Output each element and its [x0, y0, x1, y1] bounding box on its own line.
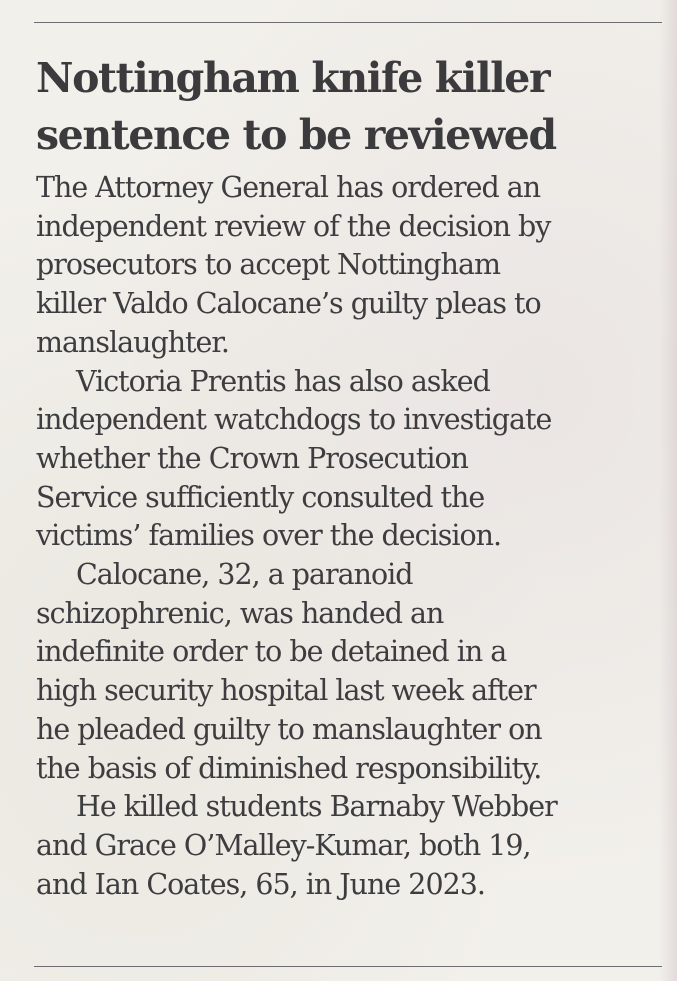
- body-line: He killed students Barnaby Webber: [76, 790, 557, 824]
- body-line: indefinite order to be detained in a: [36, 635, 507, 669]
- article: [36, 50, 664, 904]
- paragraph-4: [36, 788, 664, 904]
- body-line: the basis of diminished responsibility.: [36, 751, 542, 785]
- body-line: independent watchdogs to investigate: [36, 403, 552, 437]
- body-line: and Ian Coates, 65, in June 2023.: [36, 867, 485, 901]
- paragraph-2: [36, 363, 664, 557]
- body-line: whether the Crown Prosecution: [36, 441, 468, 475]
- headline-line: Nottingham knife killer: [36, 54, 550, 102]
- bottom-rule: [34, 966, 662, 967]
- body-line: high security hospital last week after: [36, 674, 536, 708]
- paragraph-1: [36, 169, 664, 363]
- body-line: schizophrenic, was handed an: [36, 596, 444, 630]
- body-line: independent review of the decision by: [36, 209, 551, 243]
- body-line: and Grace O’Malley-Kumar, both 19,: [36, 828, 531, 862]
- body-line: Victoria Prentis has also asked: [76, 364, 490, 398]
- top-rule: [34, 22, 662, 23]
- paragraph-3: [36, 556, 664, 788]
- headline: [36, 50, 664, 164]
- body-line: manslaughter.: [36, 325, 229, 359]
- headline-line: sentence to be reviewed: [36, 111, 556, 159]
- body-line: Service sufficiently consulted the: [36, 480, 485, 514]
- article-body: [36, 169, 664, 904]
- body-line: killer Valdo Calocane’s guilty pleas to: [36, 287, 541, 321]
- body-line: The Attorney General has ordered an: [36, 171, 541, 204]
- body-line: victims’ families over the decision.: [36, 519, 502, 553]
- body-line: Calocane, 32, a paranoid: [76, 558, 413, 592]
- body-line: prosecutors to accept Nottingham: [36, 248, 501, 282]
- body-line: he pleaded guilty to manslaughter on: [36, 712, 542, 746]
